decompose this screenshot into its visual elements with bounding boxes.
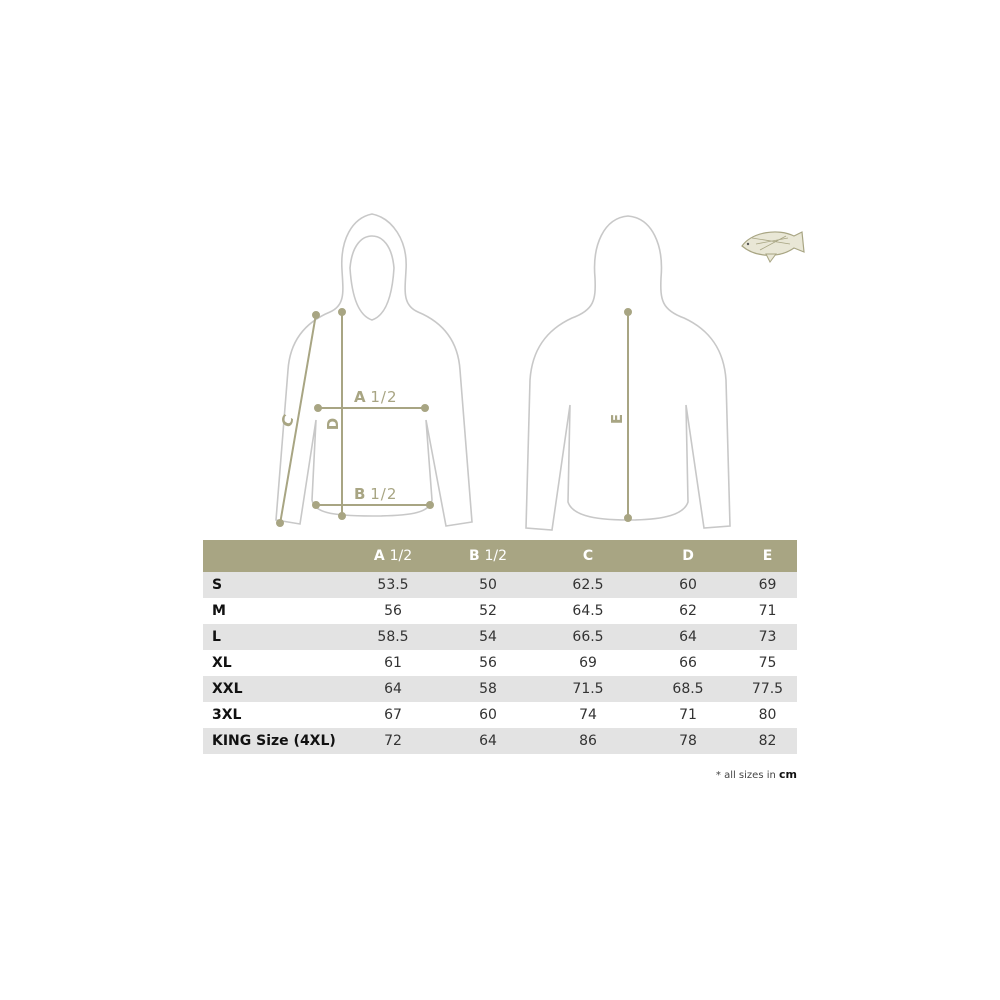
size-cell: 3XL (212, 707, 242, 723)
a-cell: 72 (384, 733, 402, 749)
b-cell: 56 (479, 655, 497, 671)
c-cell: 86 (579, 733, 597, 749)
c-cell: 69 (579, 655, 597, 671)
b-cell: 60 (479, 707, 497, 723)
c-cell: 66.5 (572, 629, 604, 645)
label-d: D (324, 417, 343, 431)
b-cell: 50 (479, 577, 497, 593)
size-cell: L (212, 629, 221, 645)
a-cell: 53.5 (377, 577, 409, 593)
c-cell: 71.5 (572, 681, 604, 697)
e-cell: 80 (758, 707, 777, 723)
label-e: E (608, 413, 627, 425)
b-cell: 54 (479, 629, 497, 645)
b-cell: 58 (479, 681, 497, 697)
size-cell: M (212, 603, 226, 619)
table-row (203, 650, 797, 676)
header-d: D (682, 548, 694, 564)
header-a: A 1/2 (373, 548, 413, 564)
c-cell: 74 (579, 707, 597, 723)
a-cell: 64 (384, 681, 402, 697)
units-note-prefix: * all sizes in (715, 770, 776, 781)
header-b: B 1/2 (468, 548, 508, 564)
c-cell: 64.5 (572, 603, 604, 619)
e-cell: 73 (758, 629, 777, 645)
table-row (203, 624, 797, 650)
label-a-half: A 1/2 (354, 388, 398, 406)
d-cell: 71 (679, 707, 697, 723)
size-cell: S (212, 577, 223, 593)
table-header (203, 540, 797, 572)
size-cell: XL (212, 655, 232, 671)
d-cell: 64 (679, 629, 697, 645)
a-cell: 56 (384, 603, 402, 619)
table-row (203, 676, 797, 702)
d-cell: 78 (679, 733, 697, 749)
e-cell: 77.5 (751, 681, 784, 697)
d-cell: 62 (679, 603, 697, 619)
a-cell: 67 (384, 707, 402, 723)
header-c: C (582, 548, 594, 564)
a-cell: 61 (384, 655, 402, 671)
b-cell: 64 (479, 733, 497, 749)
size-cell: KING Size (4XL) (212, 733, 336, 749)
label-b-half: B 1/2 (354, 485, 398, 503)
table-row (203, 702, 797, 728)
header-e: E (762, 548, 773, 564)
units-note-unit: cm (779, 768, 797, 781)
d-cell: 66 (679, 655, 697, 671)
carp-fish-icon (742, 232, 804, 262)
e-cell: 82 (758, 733, 777, 749)
c-cell: 62.5 (572, 577, 604, 593)
e-cell: 75 (758, 655, 777, 671)
b-cell: 52 (479, 603, 497, 619)
d-cell: 60 (679, 577, 697, 593)
e-cell: 69 (758, 577, 777, 593)
table-row (203, 598, 797, 624)
label-c: C (277, 412, 298, 430)
units-note (560, 768, 797, 781)
table-row (203, 572, 797, 598)
e-cell: 71 (758, 603, 777, 619)
size-cell: XXL (212, 681, 243, 697)
table-row (203, 728, 797, 754)
d-cell: 68.5 (672, 681, 704, 697)
a-cell: 58.5 (377, 629, 409, 645)
size-table (203, 540, 797, 754)
